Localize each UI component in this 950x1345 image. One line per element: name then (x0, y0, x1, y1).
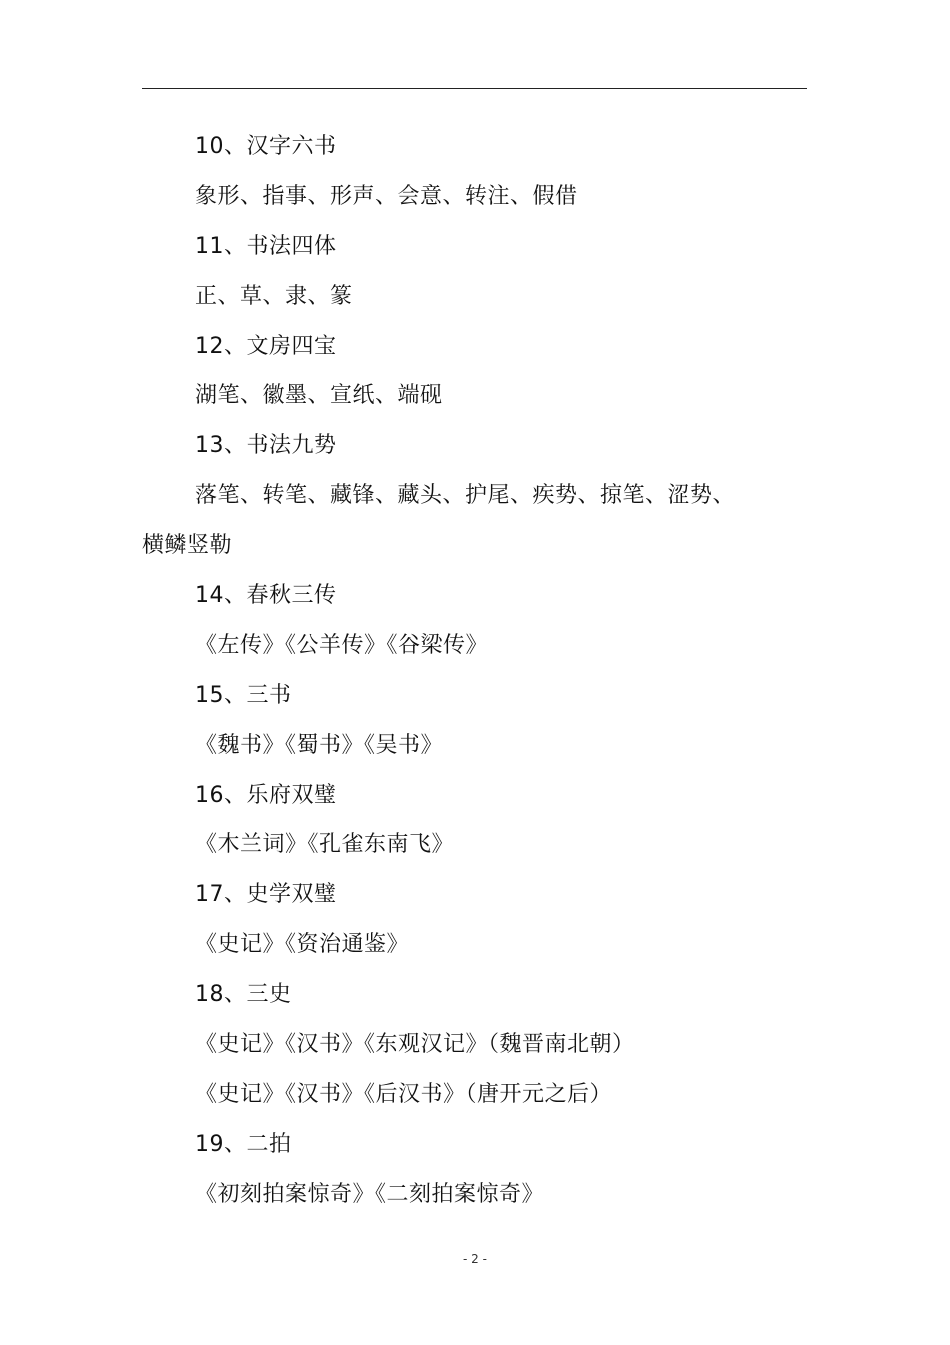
item-line: 象形、指事、形声、会意、转注、假借 (195, 183, 578, 209)
heading-11: 11、书法四体 (195, 233, 337, 259)
heading-19: 19、二拍 (195, 1131, 292, 1157)
heading-10: 10、汉字六书 (195, 134, 337, 159)
item-line: 《史记》《资治通鉴》 (195, 932, 410, 958)
item-line: 《木兰词》《孔雀东南飞》 (195, 832, 455, 858)
page-number: - 2 - (463, 1252, 487, 1266)
item-line: 湖笔、徽墨、宣纸、端砚 (195, 383, 443, 409)
item-line: 落笔、转笔、藏锋、藏头、护尾、疾势、掠笔、涩势、 (195, 483, 736, 509)
item-line: 《魏书》《蜀书》《吴书》 (195, 732, 444, 758)
item-line: 《左传》《公羊传》《谷梁传》 (195, 632, 489, 658)
header-rule (142, 88, 807, 89)
heading-17: 17、史学双璧 (195, 882, 337, 908)
item-line: 正、草、隶、篆 (195, 283, 353, 309)
heading-18: 18、三史 (195, 982, 292, 1008)
document-body (142, 122, 807, 1220)
item-line-continuation: 横鳞竖勒 (142, 533, 233, 559)
item-line: 《史记》《汉书》《东观汉记》（魏晋南北朝） (195, 1032, 635, 1058)
heading-16: 16、乐府双璧 (195, 782, 337, 808)
item-line: 《史记》《汉书》《后汉书》（唐开元之后） (195, 1081, 613, 1107)
heading-14: 14、春秋三传 (195, 583, 337, 609)
heading-13: 13、书法九势 (195, 433, 337, 459)
heading-15: 15、三书 (195, 682, 292, 708)
heading-12: 12、文房四宝 (195, 333, 337, 359)
item-line: 《初刻拍案惊奇》《二刻拍案惊奇》 (195, 1181, 545, 1207)
